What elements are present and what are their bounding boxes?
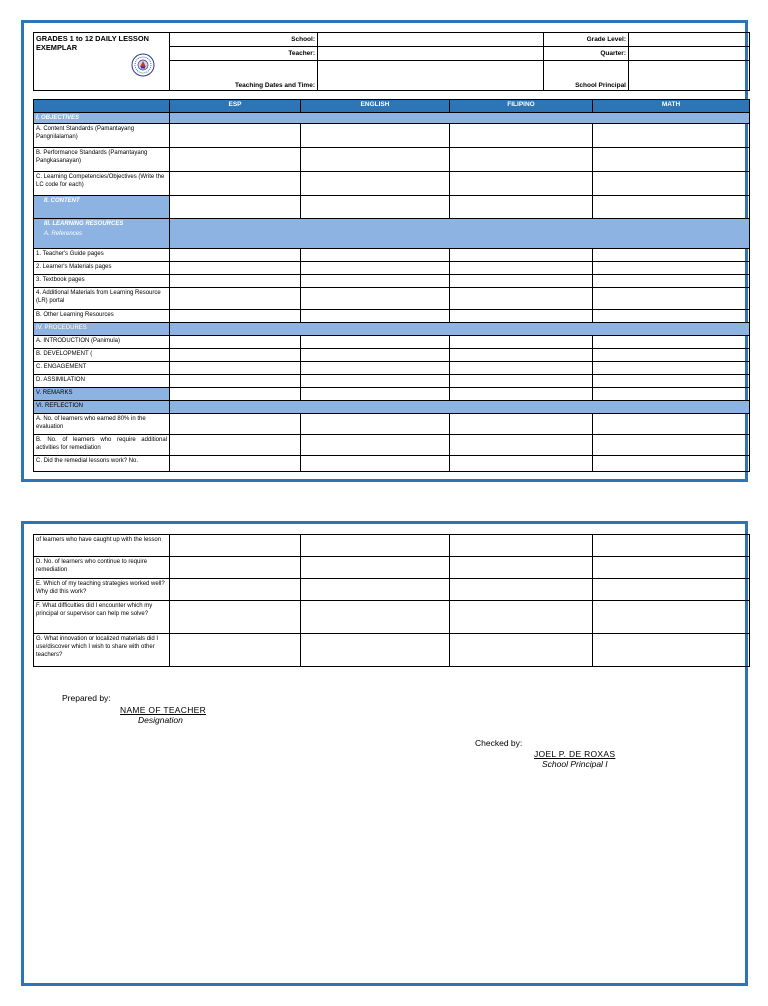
column-header-math: MATH xyxy=(593,100,750,113)
column-header-esp: ESP xyxy=(170,100,301,113)
cell-esp[interactable] xyxy=(170,375,301,388)
cell-filipino[interactable] xyxy=(450,124,593,148)
table-row xyxy=(34,310,750,323)
cell-esp[interactable] xyxy=(170,249,301,262)
cell-english[interactable] xyxy=(301,435,450,456)
row-label: 1. Teacher's Guide pages xyxy=(34,249,170,262)
cell-math[interactable] xyxy=(593,414,750,435)
cell-english[interactable] xyxy=(301,579,450,601)
table-row xyxy=(34,414,750,435)
cell-esp[interactable] xyxy=(170,336,301,349)
table-row xyxy=(34,262,750,275)
table-row xyxy=(34,148,750,172)
section-remarks: V. REMARKS xyxy=(34,388,170,401)
table-row xyxy=(34,249,750,262)
cell-esp[interactable] xyxy=(170,388,301,401)
cell-filipino[interactable] xyxy=(450,535,593,557)
cell-filipino[interactable] xyxy=(450,172,593,196)
cell-english[interactable] xyxy=(301,288,450,310)
cell-esp[interactable] xyxy=(170,196,301,219)
teacher-name: NAME OF TEACHER xyxy=(120,705,207,715)
cell-math[interactable] xyxy=(593,148,750,172)
cell-english[interactable] xyxy=(301,388,450,401)
deped-seal-icon xyxy=(131,53,155,77)
cell-math[interactable] xyxy=(593,262,750,275)
cell-english[interactable] xyxy=(301,148,450,172)
cell-math[interactable] xyxy=(593,124,750,148)
cell-esp[interactable] xyxy=(170,456,301,472)
cell-filipino[interactable] xyxy=(450,634,593,667)
cell-esp[interactable] xyxy=(170,275,301,288)
cell-filipino[interactable] xyxy=(450,349,593,362)
row-label: A. No. of learners who earned 80% in the evaluation xyxy=(34,414,170,435)
section-resources-label: III. LEARNING RESOURCES xyxy=(44,221,124,227)
cell-english[interactable] xyxy=(301,275,450,288)
cell-math[interactable] xyxy=(593,535,750,557)
table-row xyxy=(34,535,750,557)
row-label: 2. Learner's Materials pages xyxy=(34,262,170,275)
cell-math[interactable] xyxy=(593,456,750,472)
teacher-signature-block xyxy=(120,705,206,725)
cell-filipino[interactable] xyxy=(450,435,593,456)
cell-esp[interactable] xyxy=(170,362,301,375)
cell-filipino[interactable] xyxy=(450,262,593,275)
dll-title xyxy=(34,33,170,91)
school-principal-label: School Principal xyxy=(544,61,629,91)
table-row xyxy=(34,362,750,375)
cell-esp[interactable] xyxy=(170,148,301,172)
cell-math[interactable] xyxy=(593,362,750,375)
cell-english[interactable] xyxy=(301,310,450,323)
cell-filipino[interactable] xyxy=(450,249,593,262)
table-row xyxy=(34,579,750,601)
cell-math[interactable] xyxy=(593,601,750,634)
cell-math[interactable] xyxy=(593,557,750,579)
row-label: G. What innovation or localized materials did I use/discover which I wish to share with other teachers? xyxy=(34,634,170,667)
row-label: B. Other Learning Resources xyxy=(34,310,170,323)
cell-math[interactable] xyxy=(593,249,750,262)
cell-esp[interactable] xyxy=(170,601,301,634)
cell-filipino[interactable] xyxy=(450,414,593,435)
cell-english[interactable] xyxy=(301,634,450,667)
cell-english[interactable] xyxy=(301,557,450,579)
cell-esp[interactable] xyxy=(170,579,301,601)
cell-math[interactable] xyxy=(593,375,750,388)
cell-english[interactable] xyxy=(301,172,450,196)
header-table xyxy=(33,32,750,91)
cell-english[interactable] xyxy=(301,124,450,148)
lesson-table xyxy=(33,99,750,472)
section-fill xyxy=(170,219,750,249)
school-field[interactable] xyxy=(318,33,544,47)
quarter-field[interactable] xyxy=(629,47,750,61)
row-label: C. ENGAGEMENT xyxy=(34,362,170,375)
cell-math[interactable] xyxy=(593,196,750,219)
checked-by-label: Checked by: xyxy=(475,738,523,748)
column-header-filipino: FILIPINO xyxy=(450,100,593,113)
teaching-dates-label: Teaching Dates and Time: xyxy=(170,61,318,91)
table-row xyxy=(34,456,750,472)
principal-designation: School Principal I xyxy=(542,759,608,769)
row-label: D. ASSIMILATION xyxy=(34,375,170,388)
teacher-field[interactable] xyxy=(318,47,544,61)
row-label: A. INTRODUCTION (Panimula) xyxy=(34,336,170,349)
section-learning-resources xyxy=(34,219,170,249)
prepared-by-label: Prepared by: xyxy=(62,693,111,703)
cell-filipino[interactable] xyxy=(450,310,593,323)
title-line-1: GRADES 1 to 12 DAILY LESSON xyxy=(36,34,149,43)
school-label: School: xyxy=(170,33,318,47)
table-row xyxy=(34,601,750,634)
principal-signature-block xyxy=(534,749,615,769)
cell-filipino[interactable] xyxy=(450,288,593,310)
cell-esp[interactable] xyxy=(170,288,301,310)
row-label: B. DEVELOPMENT ( xyxy=(34,349,170,362)
cell-math[interactable] xyxy=(593,275,750,288)
teacher-label: Teacher: xyxy=(170,47,318,61)
cell-english[interactable] xyxy=(301,535,450,557)
table-row xyxy=(34,336,750,349)
page-2 xyxy=(21,521,748,986)
cell-filipino[interactable] xyxy=(450,557,593,579)
cell-english[interactable] xyxy=(301,262,450,275)
section-procedures: IV. PROCEDURES xyxy=(34,323,170,336)
cell-math[interactable] xyxy=(593,288,750,310)
cell-esp[interactable] xyxy=(170,414,301,435)
cell-math[interactable] xyxy=(593,310,750,323)
cell-filipino[interactable] xyxy=(450,375,593,388)
cell-filipino[interactable] xyxy=(450,456,593,472)
title-line-2: EXEMPLAR xyxy=(36,43,78,52)
corner-cell xyxy=(34,100,170,113)
cell-esp[interactable] xyxy=(170,435,301,456)
teacher-designation: Designation xyxy=(138,715,183,725)
row-label: D. No. of learners who continue to require remediation xyxy=(34,557,170,579)
table-row xyxy=(34,288,750,310)
cell-esp[interactable] xyxy=(170,310,301,323)
row-label: 3. Textbook pages xyxy=(34,275,170,288)
row-label: 4. Additional Materials from Learning Resource (LR) portal xyxy=(34,288,170,310)
cell-english[interactable] xyxy=(301,375,450,388)
row-label: F. What difficulties did I encounter which my principal or supervisor can help me solve? xyxy=(34,601,170,634)
cell-math[interactable] xyxy=(593,634,750,667)
cell-english[interactable] xyxy=(301,456,450,472)
table-row xyxy=(34,172,750,196)
section-content: II. CONTENT xyxy=(34,196,170,219)
cell-filipino[interactable] xyxy=(450,601,593,634)
table-row xyxy=(34,557,750,579)
page-1 xyxy=(21,20,748,482)
cell-esp[interactable] xyxy=(170,172,301,196)
cell-esp[interactable] xyxy=(170,349,301,362)
cell-english[interactable] xyxy=(301,349,450,362)
school-principal-field[interactable] xyxy=(629,61,750,91)
cell-math[interactable] xyxy=(593,349,750,362)
cell-esp[interactable] xyxy=(170,634,301,667)
row-label: B. Performance Standards (Pamantayang Pangkasanayan) xyxy=(34,148,170,172)
cell-esp[interactable] xyxy=(170,262,301,275)
cell-filipino[interactable] xyxy=(450,275,593,288)
table-row xyxy=(34,196,750,219)
cell-english[interactable] xyxy=(301,362,450,375)
table-row xyxy=(34,349,750,362)
table-row xyxy=(34,634,750,667)
table-row xyxy=(34,435,750,456)
cell-math[interactable] xyxy=(593,579,750,601)
quarter-label: Quarter: xyxy=(544,47,629,61)
cell-math[interactable] xyxy=(593,435,750,456)
cell-filipino[interactable] xyxy=(450,196,593,219)
cell-english[interactable] xyxy=(301,601,450,634)
section-references-label: A. References xyxy=(44,231,83,237)
cell-filipino[interactable] xyxy=(450,362,593,375)
cell-math[interactable] xyxy=(593,388,750,401)
column-header-english: ENGLISH xyxy=(301,100,450,113)
cell-english[interactable] xyxy=(301,336,450,349)
table-row xyxy=(34,375,750,388)
cell-esp[interactable] xyxy=(170,124,301,148)
grade-level-field[interactable] xyxy=(629,33,750,47)
cell-english[interactable] xyxy=(301,249,450,262)
continued-table xyxy=(33,534,750,667)
row-label: C. Learning Competencies/Objectives (Write the LC code for each) xyxy=(34,172,170,196)
row-label: of learners who have caught up with the lesson xyxy=(34,535,170,557)
cell-filipino[interactable] xyxy=(450,336,593,349)
section-fill xyxy=(170,323,750,336)
row-label: B. No. of learners who require additional activities for remediation xyxy=(34,435,170,456)
principal-name: JOEL P. DE ROXAS xyxy=(534,749,616,759)
row-label: C. Did the remedial lessons work? No. xyxy=(34,456,170,472)
cell-filipino[interactable] xyxy=(450,579,593,601)
cell-esp[interactable] xyxy=(170,557,301,579)
row-label: E. Which of my teaching strategies worked well? Why did this work? xyxy=(34,579,170,601)
cell-english[interactable] xyxy=(301,196,450,219)
grade-level-label: Grade Level: xyxy=(544,33,629,47)
cell-esp[interactable] xyxy=(170,535,301,557)
section-fill xyxy=(170,113,750,124)
row-label: A. Content Standards (Pamantayang Pangnilalaman) xyxy=(34,124,170,148)
table-row xyxy=(34,275,750,288)
section-reflection: VI. REFLECTION xyxy=(34,401,170,414)
cell-filipino[interactable] xyxy=(450,148,593,172)
section-objectives: I. OBJECTIVES xyxy=(34,113,170,124)
cell-math[interactable] xyxy=(593,172,750,196)
section-fill xyxy=(170,401,750,414)
teaching-dates-field[interactable] xyxy=(318,61,544,91)
cell-math[interactable] xyxy=(593,336,750,349)
table-row xyxy=(34,124,750,148)
cell-english[interactable] xyxy=(301,414,450,435)
table-row xyxy=(34,388,750,401)
cell-filipino[interactable] xyxy=(450,388,593,401)
